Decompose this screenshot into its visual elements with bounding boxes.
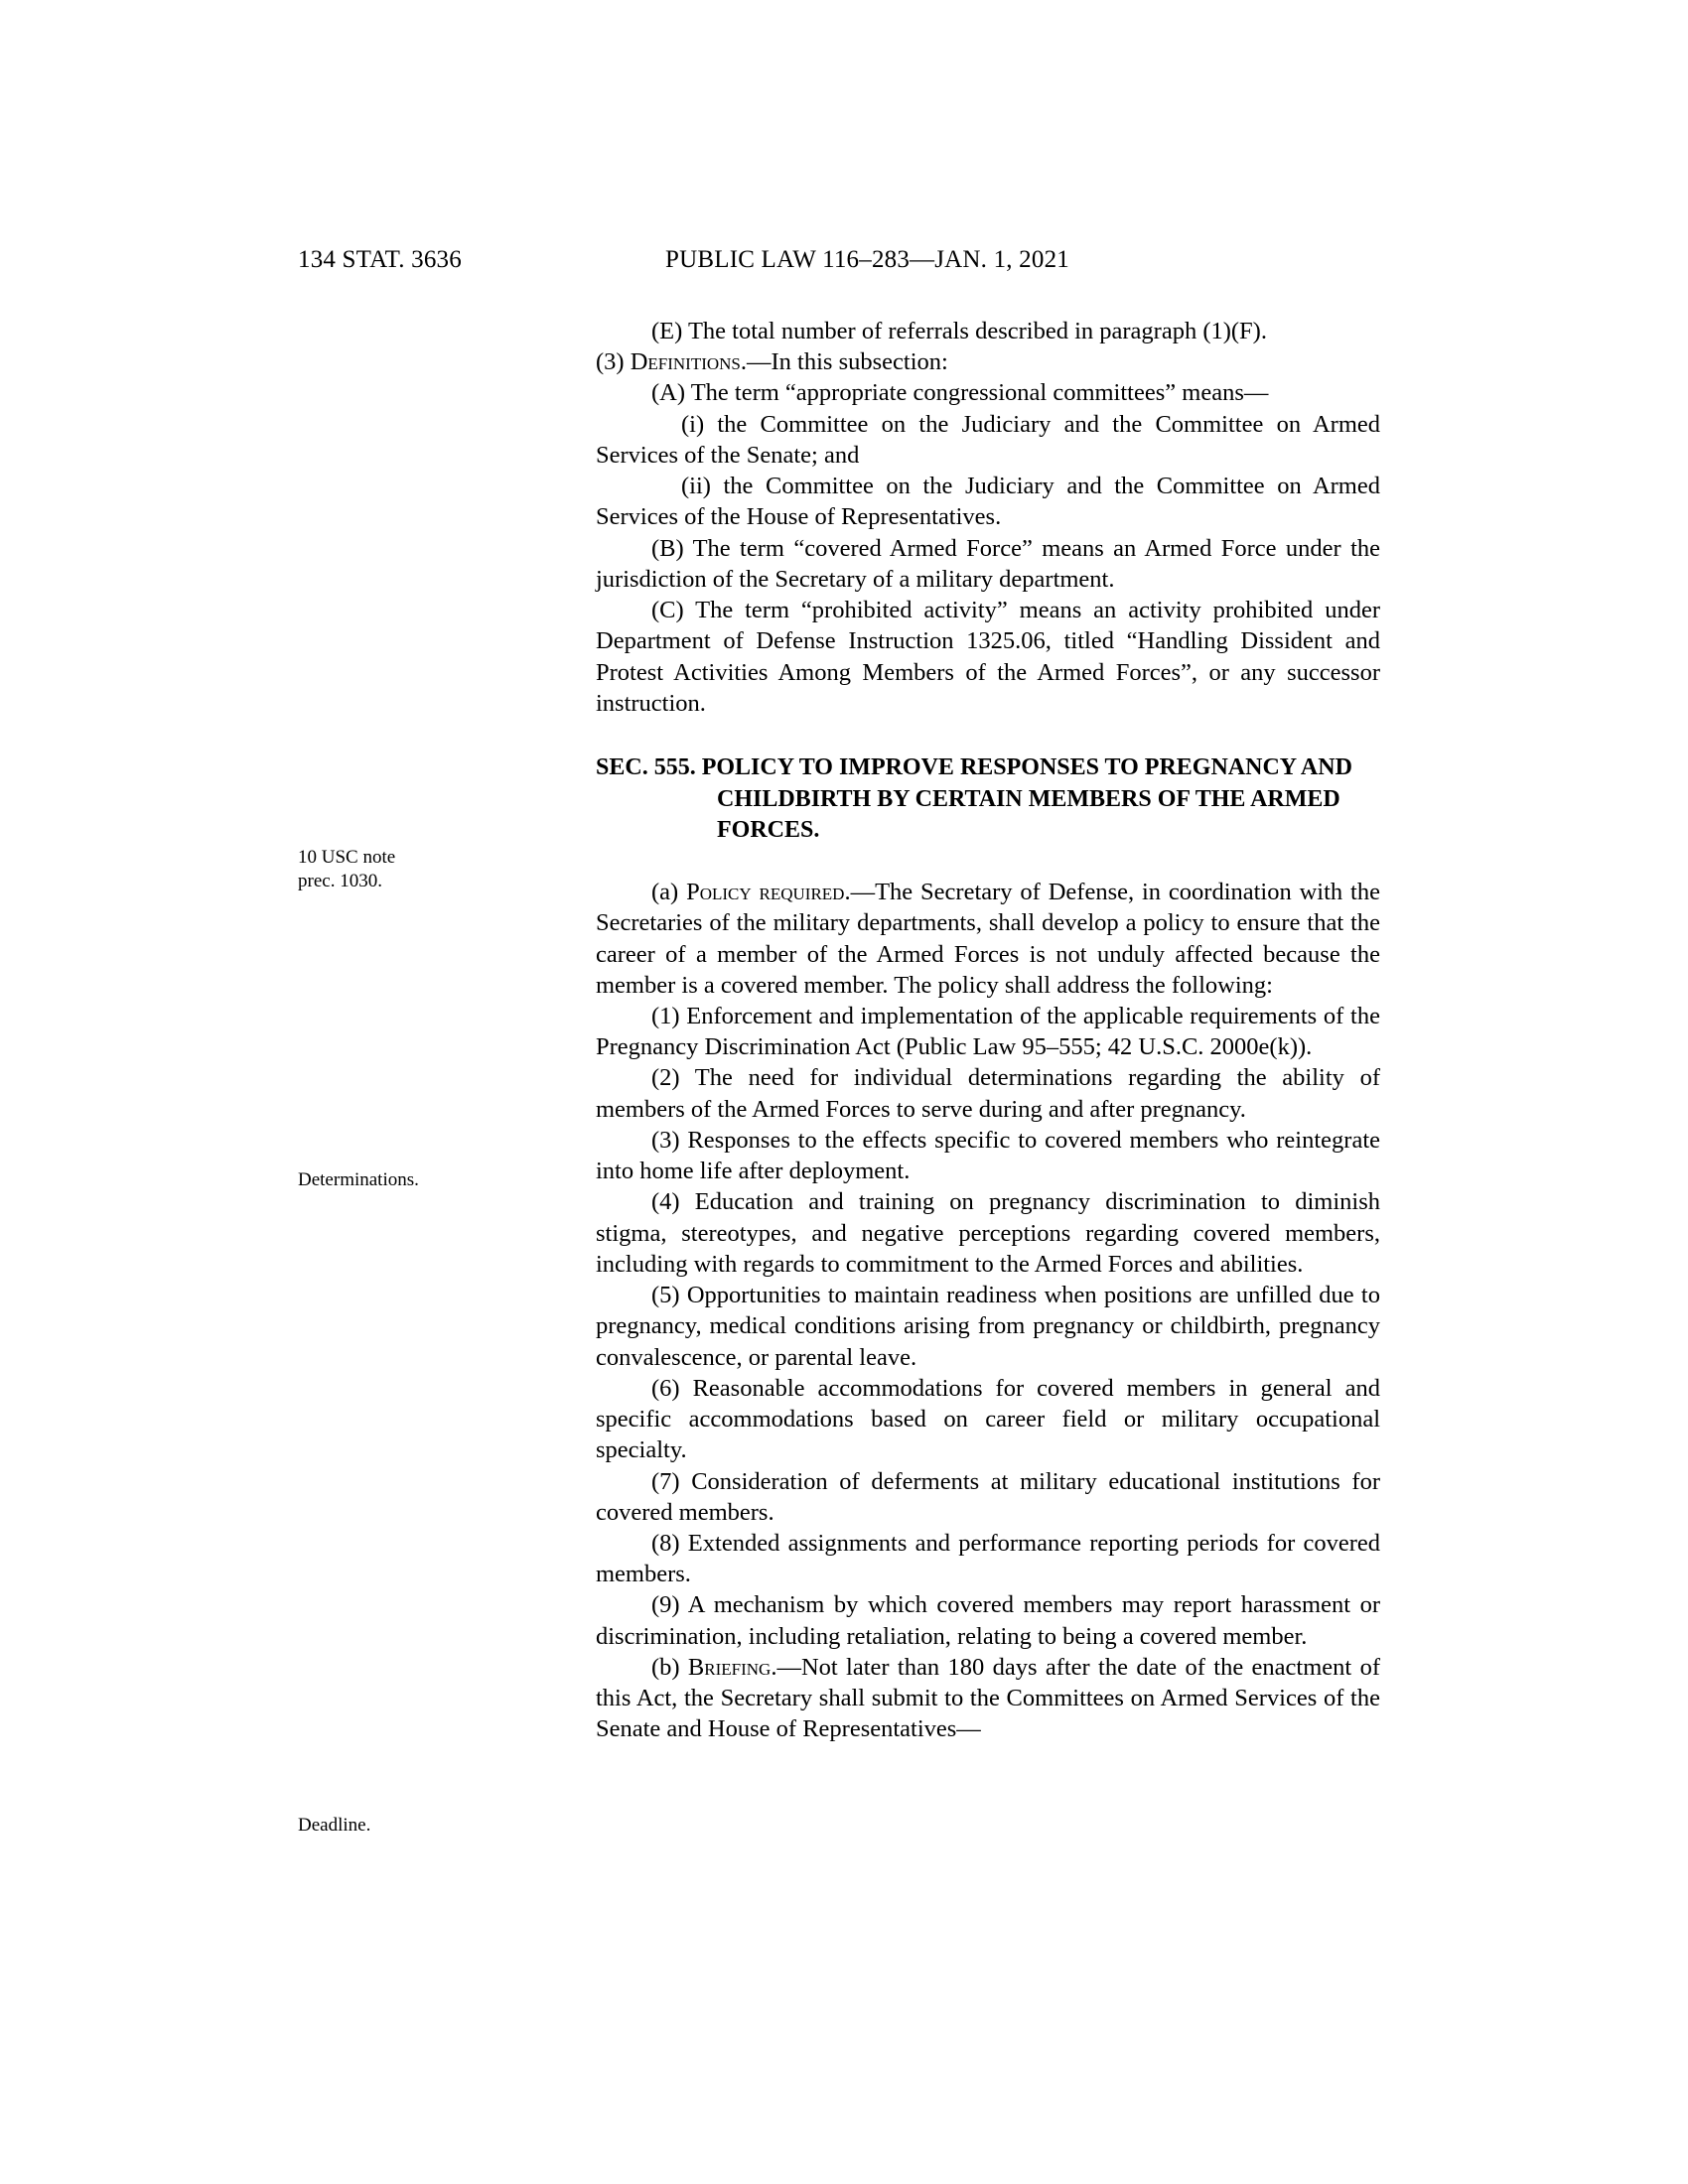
defined-term: Briefing bbox=[687, 1653, 772, 1681]
defined-term: Policy required bbox=[686, 879, 845, 906]
subsection-a-item-7: (7) Consideration of deferments at military educational institutions for covered members. bbox=[596, 1467, 1380, 1526]
subsection-a-item-6: (6) Reasonable accommodations for covered members in general and specific accommodations based on career field or military occupational specialty. bbox=[596, 1374, 1380, 1464]
paragraph-3-definitions: (3) Definitions.—In this subsection: bbox=[596, 348, 948, 376]
statute-citation: 134 STAT. 3636 bbox=[298, 246, 462, 273]
subsection-a-item-1: (1) Enforcement and implementation of the applicable requirements of the Pregnancy Discrimination Act (Public Law 95–555; 42 U.S.C. 2000e(k)). bbox=[596, 1003, 1380, 1061]
section-heading-line-1: SEC. 555. POLICY TO IMPROVE RESPONSES TO PREGNANCY AND bbox=[596, 754, 1352, 781]
subsection-b-briefing: (b) Briefing.—Not later than 180 days after the date of the enactment of this Act, the Secretary shall submit to the Committees on Armed Services of the Senate and House of Representatives— bbox=[596, 1653, 1380, 1743]
section-heading bbox=[596, 752, 1380, 847]
body-text-column bbox=[596, 316, 1380, 1745]
section-heading-line-3: FORCES. bbox=[717, 817, 820, 844]
public-law-title: PUBLIC LAW 116–283—JAN. 1, 2021 bbox=[665, 246, 1069, 273]
defined-term: Definitions bbox=[630, 348, 741, 376]
margin-note-deadline: Deadline. bbox=[298, 1815, 371, 1836]
paragraph-A-i: (i) the Committee on the Judiciary and the Committee on Armed Services of the Senate; and bbox=[596, 410, 1380, 469]
subsection-a-item-9: (9) A mechanism by which covered members may report harassment or discrimination, including retaliation, relating to being a covered member. bbox=[596, 1591, 1380, 1650]
margin-note-usc-line1: 10 USC note bbox=[298, 847, 396, 868]
paragraph-C: (C) The term “prohibited activity” means an activity prohibited under Department of Defense Instruction 1325.06, titled “Handling Dissident and Protest Activities Among Members of the Armed Forces”, or any successor instruction. bbox=[596, 597, 1380, 717]
margin-note-usc bbox=[298, 846, 546, 893]
section-heading-line-2: CHILDBIRTH BY CERTAIN MEMBERS OF THE ARMED bbox=[717, 785, 1340, 812]
paragraph-B: (B) The term “covered Armed Force” means an Armed Force under the jurisdiction of the Secretary of a military department. bbox=[596, 534, 1380, 593]
paragraph-E: (E) The total number of referrals described in paragraph (1)(F). bbox=[651, 318, 1267, 344]
subsection-a-item-2: (2) The need for individual determinations regarding the ability of members of the Armed Forces to serve during and after pregnancy. bbox=[596, 1064, 1380, 1123]
subsection-a-intro: (a) Policy required.—The Secretary of Defense, in coordination with the Secretaries of the military departments, shall develop a policy to ensure that the career of a member of the Armed Forces is not unduly affected because the member is a covered member. The policy shall address the following: bbox=[596, 879, 1380, 999]
paragraph-A-ii: (ii) the Committee on the Judiciary and the Committee on Armed Services of the House of Representatives. bbox=[596, 473, 1380, 531]
paragraph-A: (A) The term “appropriate congressional committees” means— bbox=[651, 379, 1269, 407]
subsection-a-item-4: (4) Education and training on pregnancy discrimination to diminish stigma, stereotypes, and negative perceptions regarding covered members, including with regards to commitment to the Armed Forces and abilities. bbox=[596, 1188, 1380, 1278]
margin-note-usc-line2: prec. 1030. bbox=[298, 870, 382, 891]
subsection-a-item-8: (8) Extended assignments and performance reporting periods for covered members. bbox=[596, 1529, 1380, 1588]
margin-note-determinations: Determinations. bbox=[298, 1169, 419, 1190]
subsection-a-item-3: (3) Responses to the effects specific to covered members who reintegrate into home life after deployment. bbox=[596, 1126, 1380, 1185]
subsection-a-item-5: (5) Opportunities to maintain readiness when positions are unfilled due to pregnancy, medical conditions arising from pregnancy or childbirth, pregnancy convalescence, or parental leave. bbox=[596, 1282, 1380, 1371]
